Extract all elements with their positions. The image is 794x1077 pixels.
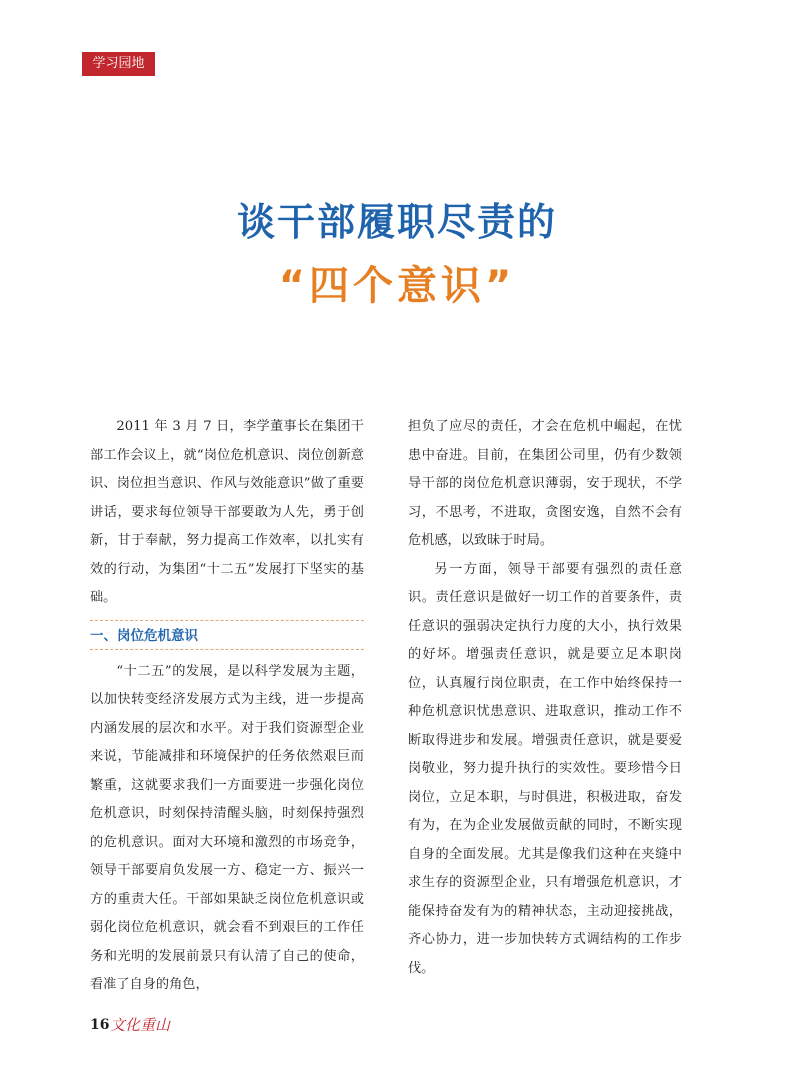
paragraph-continued: 担负了应尽的责任，才会在危机中崛起，在忧患中奋进。目前，在集团公司里，仍有少数领导干部的岗位危机意识薄弱，安于现状，不学习，不思考，不进取，贪图安逸，自然不会有危机感，以致昧于时局。 bbox=[408, 419, 682, 548]
article-title-line1: 谈干部履职尽责的 bbox=[236, 199, 557, 244]
article-title-line2: “四个意识” bbox=[278, 263, 516, 309]
paragraph-responsibility: 另一方面，领导干部要有强烈的责任意识。责任意识是做好一切工作的首要条件，责任意识的强弱决定执行力度的大小，执行效果的好坏。增强责任意识，就是要立足本职岗位，认真履行岗位职责，在工作中始终保持一种危机意识忧患意识、进取意识，推动工作不断取得进步和发展。增强责任意识，就是要爱岗敬业，努力提升执行的实效性。要珍惜今日岗位，立足本职，与时俱进，积极进取，奋发有为，在为企业发展做贡献的同时，不断实现自身的全面发展。尤其是像我们这种在夹缝中求生存的资源型企业，只有增强危机意识，才能保持奋发有为的精神状态，主动迎接挑战，齐心协力，进一步加快转方式调结构的工作步伐。 bbox=[408, 561, 682, 976]
left-column bbox=[90, 413, 364, 1000]
paragraph-section1: “十二五”的发展，是以科学发展为主题，以加快转变经济发展方式为主线，进一步提高内涵发展的层次和水平。对于我们资源型企业来说，节能减排和环境保护的任务依然艰巨而繁重，这就要求我们一方面要进一步强化岗位危机意识，时刻保持清醒头脑，时刻保持强烈的危机意识。面对大环境和激烈的市场竞争，领导干部要肩负发展一方、稳定一方、振兴一方的重责大任。干部如果缺乏岗位危机意识或弱化岗位危机意识，就会看不到艰巨的工作任务和光明的发展前景只有认清了自己的使命，看准了自身的角色， bbox=[90, 663, 364, 992]
paragraph-intro: 2011 年 3 月 7 日，李学董事长在集团干部工作会议上，就“岗位危机意识、岗位创新意识、岗位担当意识、作风与效能意识”做了重要讲话，要求每位领导干部要敢为人先，勇于创新，甘于奉献，努力提高工作效率，以扎实有效的行动，为集团“十二五”发展打下坚实的基础。 bbox=[90, 419, 364, 605]
magazine-logo: 文化重山 bbox=[110, 1016, 171, 1034]
section-tag: 学习园地 bbox=[82, 52, 155, 76]
right-column bbox=[408, 413, 682, 983]
section-heading-1: 一、岗位危机意识 bbox=[90, 620, 364, 650]
page-number: 16 bbox=[90, 1017, 110, 1033]
